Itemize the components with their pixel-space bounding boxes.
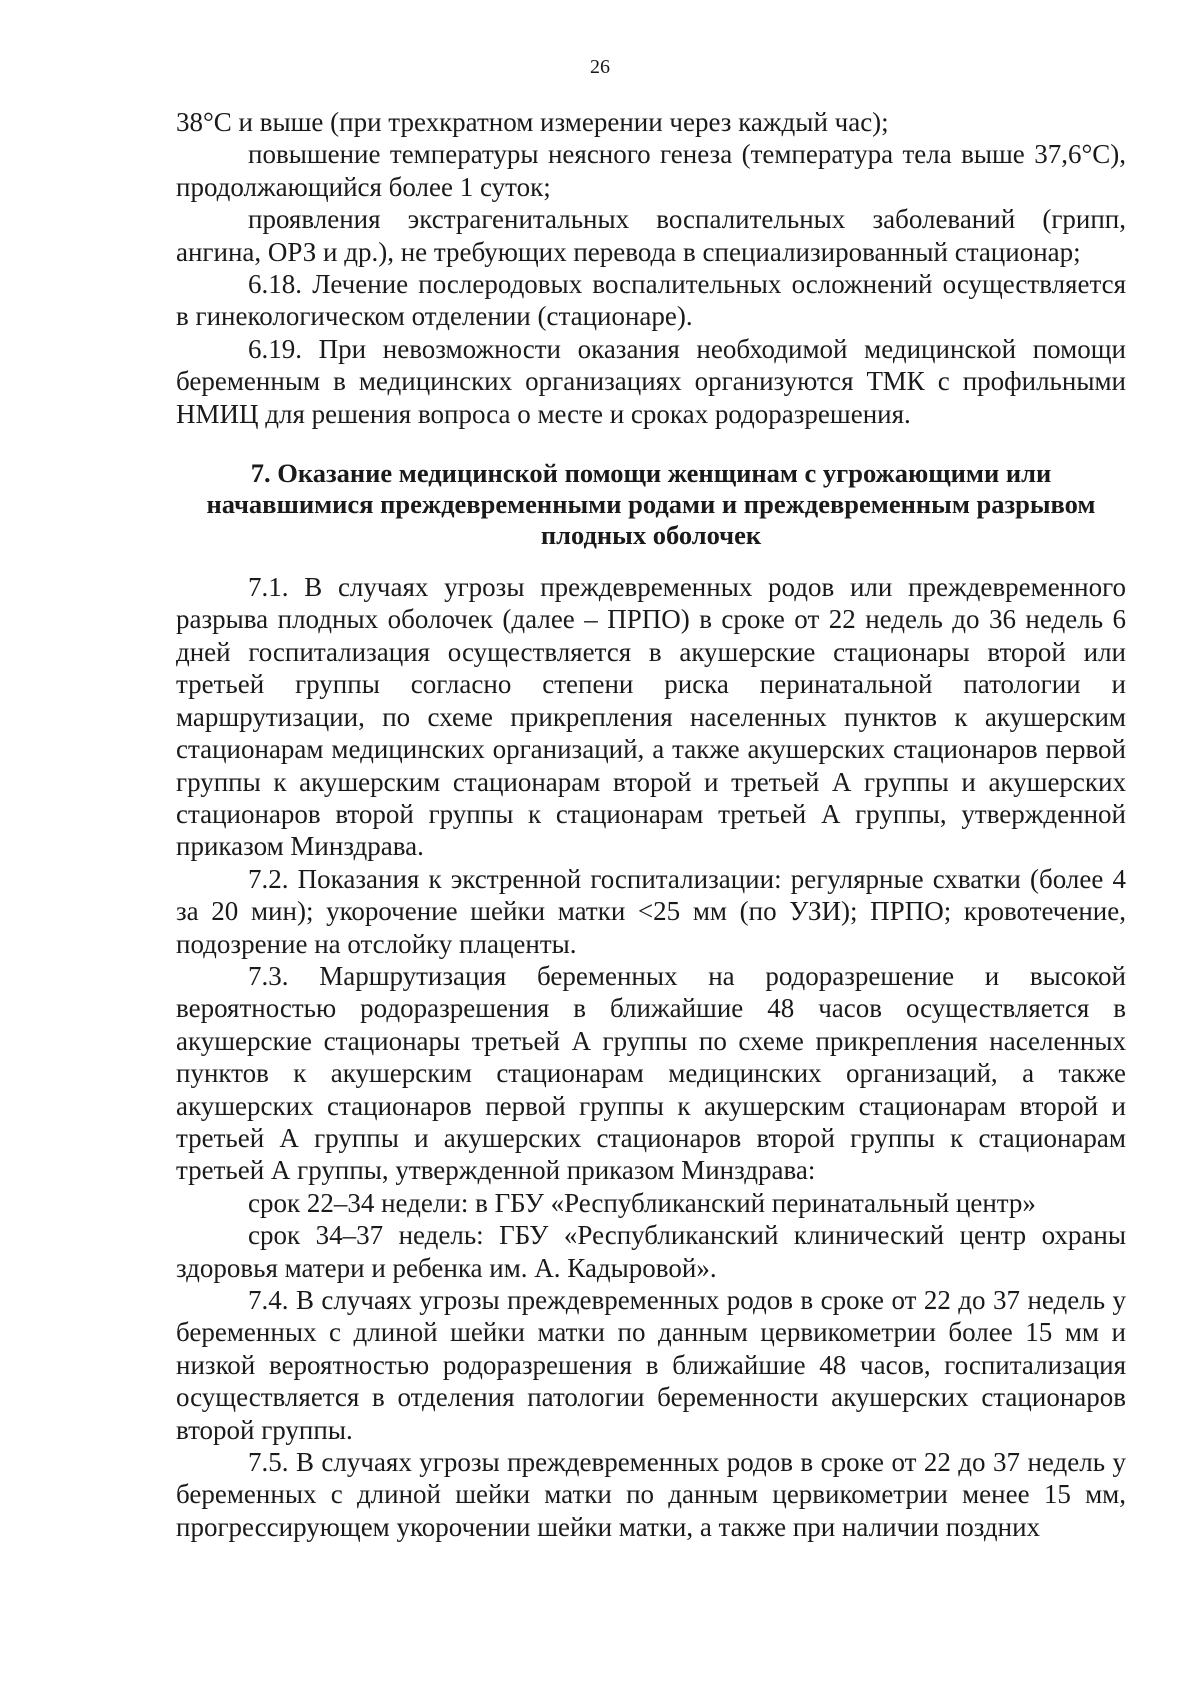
paragraphs-before-section xyxy=(176,106,1126,430)
paragraph: 6.19. При невозможности оказания необходимой медицинской помощи беременным в медицинских организациях организуются ТМК с профильными НМИЦ для решения вопроса о месте и сроках родоразрешения. xyxy=(176,333,1126,429)
paragraph: 7.4. В случаях угрозы преждевременных родов в сроке от 22 до 37 недель у беременных с длиной шейки матки по данным цервикометрии более 15 мм и низкой вероятностью родоразрешения в ближайшие 48 часов, госпитализация осуществляется в отделения патологии беременности акушерских стационаров второй группы. xyxy=(176,1285,1126,1445)
paragraph: 6.18. Лечение послеродовых воспалительных осложнений осуществляется в гинекологическом отделении (стационаре). xyxy=(176,269,1126,332)
paragraph: проявления экстрагенитальных воспалительных заболеваний (грипп, ангина, ОРЗ и др.), не требующих перевода в специализированный стационар; xyxy=(176,204,1126,267)
paragraph: 7.2. Показания к экстренной госпитализации: регулярные схватки (более 4 за 20 мин); укорочение шейки матки <25 мм (по УЗИ); ПРПО; кровотечение, подозрение на отслойку плаценты. xyxy=(176,863,1126,959)
section-heading: 7. Оказание медицинской помощи женщинам с угрожающими или начавшимися преждевременными родами и преждевременным разрывом плодных оболочек xyxy=(206,458,1096,551)
paragraph: повышение температуры неясного генеза (температура тела выше 37,6°С), продолжающийся более 1 суток; xyxy=(176,139,1126,202)
paragraph: 38°С и выше (при трехкратном измерении через каждый час); xyxy=(176,107,889,137)
document-body xyxy=(176,106,1126,1543)
paragraph: 7.3. Маршрутизация беременных на родоразрешение и высокой вероятностью родоразрешения в ближайшие 48 часов осуществляется в акушерские стационары третьей А группы по схеме прикрепления населенных пунктов к акушерским стационарам медицинских организаций, а также акушерских стационаров первой группы к акушерским стационарам второй и третьей А группы и акушерских стационаров второй группы к стационарам третьей А группы, утвержденной приказом Минздрава: xyxy=(176,960,1126,1186)
paragraph: срок 34–37 недель: ГБУ «Республиканский клинический центр охраны здоровья матери и ребенка им. А. Кадыровой». xyxy=(176,1220,1126,1283)
page-number: 26 xyxy=(590,56,610,78)
paragraph: 7.1. В случаях угрозы преждевременных родов или преждевременного разрыва плодных оболочек (далее – ПРПО) в сроке от 22 недель до 36 недель 6 дней госпитализация осуществляется в акушерские стационары второй или третьей группы согласно степени риска перинатальной патологии и маршрутизации, по схеме прикрепления населенных пунктов к акушерским стационарам медицинских организаций, а также акушерских стационаров первой группы к акушерским стационарам второй и третьей А группы и акушерских стационаров второй группы к стационарам третьей А группы, утвержденной приказом Минздрава. xyxy=(176,572,1126,862)
paragraph: 7.5. В случаях угрозы преждевременных родов в сроке от 22 до 37 недель у беременных с длиной шейки матки по данным цервикометрии менее 15 мм, прогрессирующем укорочении шейки матки, а также при наличии поздних xyxy=(176,1447,1126,1542)
paragraph: срок 22–34 недели: в ГБУ «Республиканский перинатальный центр» xyxy=(248,1187,1036,1218)
paragraphs-after-section xyxy=(176,571,1126,1543)
